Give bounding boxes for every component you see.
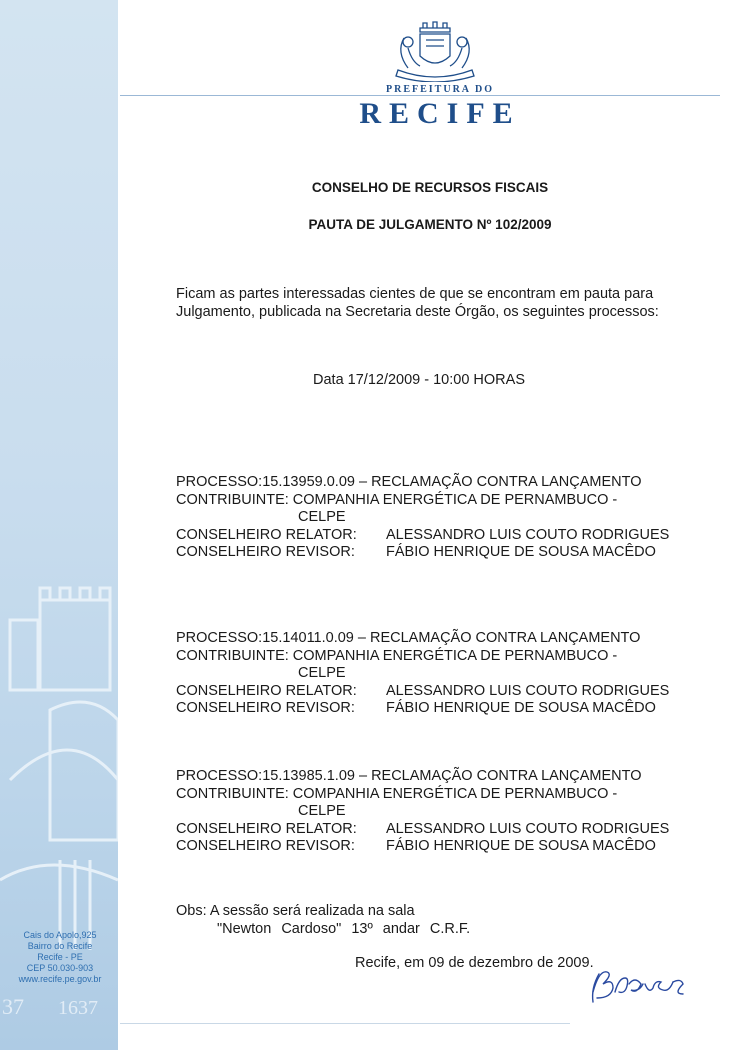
rapporteur-name: ALESSANDRO LUIS COUTO RODRIGUES — [386, 820, 670, 837]
intro-paragraph: Ficam as partes interessadas cientes de que se encontram em pauta para Julgamento, publicada na Secretaria deste Órgão, os seguintes processos: — [176, 286, 659, 320]
letterhead-sidebar — [0, 0, 118, 1050]
address-district: Bairro do Recife — [27, 941, 93, 951]
observation-line: Obs: A sessão será realizada na sala — [176, 903, 415, 919]
address-zip: CEP 50.030-903 — [26, 963, 94, 973]
reviewer-label: CONSELHEIRO REVISOR: — [176, 838, 355, 854]
scan-blank-patch — [640, 35, 692, 87]
observation-room: "Newton Cardoso" 13º andar C.R.F. — [217, 921, 471, 937]
rapporteur-label: CONSELHEIRO RELATOR: — [176, 526, 357, 543]
rapporteur-name: ALESSANDRO LUIS COUTO RODRIGUES — [386, 526, 670, 543]
place-date: Recife, em 09 de dezembro de 2009. — [355, 955, 594, 971]
taxpayer: CONTRIBUINTE: COMPANHIA ENERGÉTICA DE PERNAMBUCO - — [176, 785, 618, 802]
reviewer-label: CONSELHEIRO REVISOR: — [176, 544, 355, 560]
session-date: Data 17/12/2009 - 10:00 HORAS — [313, 372, 525, 388]
address-city: Recife - PE — [37, 952, 83, 962]
taxpayer-continued: CELPE — [298, 509, 346, 525]
org-prefix: PREFEITURA DO — [386, 84, 494, 95]
handwritten-signature — [585, 962, 695, 1008]
taxpayer: CONTRIBUINTE: COMPANHIA ENERGÉTICA DE PERNAMBUCO - — [176, 491, 618, 508]
council-title: CONSELHO DE RECURSOS FISCAIS — [311, 180, 549, 195]
footer-divider — [120, 1023, 570, 1024]
process-number: PROCESSO:15.14011.0.09 – RECLAMAÇÃO CONTRA LANÇAMENTO — [176, 630, 641, 646]
watermark-year — [0, 990, 118, 1020]
rapporteur-name: ALESSANDRO LUIS COUTO RODRIGUES — [386, 682, 670, 699]
observation-note — [176, 902, 470, 938]
taxpayer: CONTRIBUINTE: COMPANHIA ENERGÉTICA DE PERNAMBUCO - — [176, 647, 618, 664]
agenda-title: PAUTA DE JULGAMENTO Nº 102/2009 — [308, 217, 552, 232]
process-entry — [176, 630, 706, 718]
process-number: PROCESSO:15.13959.0.09 – RECLAMAÇÃO CONTRA LANÇAMENTO — [176, 474, 642, 490]
watermark-year-right: 1637 — [58, 997, 98, 1019]
process-entry — [176, 768, 706, 856]
header-divider — [120, 95, 720, 96]
reviewer-label: CONSELHEIRO REVISOR: — [176, 700, 355, 716]
taxpayer-continued: CELPE — [298, 665, 346, 681]
address-website: www.recife.pe.gov.br — [18, 974, 102, 984]
reviewer-name: FÁBIO HENRIQUE DE SOUSA MACÊDO — [386, 838, 656, 854]
city-coat-of-arms-icon — [390, 20, 480, 82]
reviewer-name: FÁBIO HENRIQUE DE SOUSA MACÊDO — [386, 700, 656, 716]
watermark-year-left: 37 — [2, 994, 24, 1019]
address-street: Cais do Apolo,925 — [23, 930, 97, 940]
process-entry — [176, 474, 706, 562]
rapporteur-label: CONSELHEIRO RELATOR: — [176, 820, 357, 837]
scan-blank-patch — [338, 415, 370, 447]
taxpayer-continued: CELPE — [298, 803, 346, 819]
sidebar-address — [4, 930, 116, 985]
rapporteur-label: CONSELHEIRO RELATOR: — [176, 682, 357, 699]
process-number: PROCESSO:15.13985.1.09 – RECLAMAÇÃO CONTRA LANÇAMENTO — [176, 768, 642, 784]
org-name: RECIFE — [359, 97, 521, 130]
reviewer-name: FÁBIO HENRIQUE DE SOUSA MACÊDO — [386, 544, 656, 560]
